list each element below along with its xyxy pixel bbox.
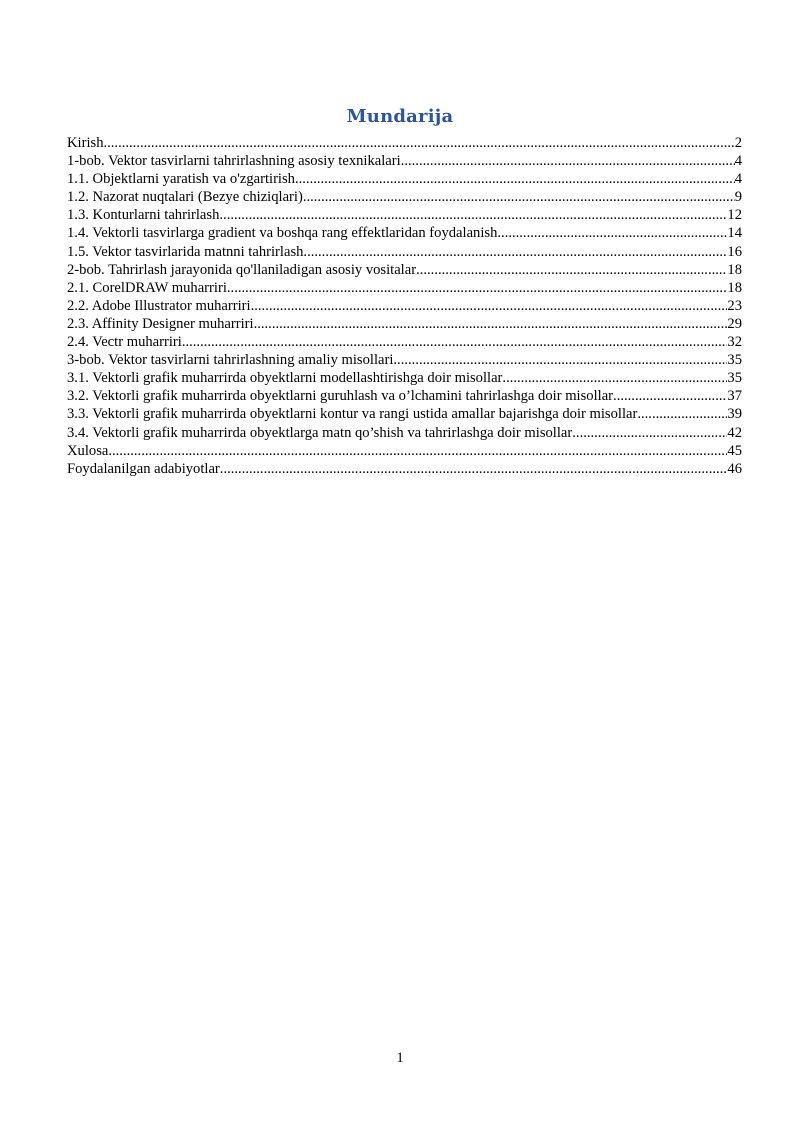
toc-entry[interactable] (67, 333, 742, 351)
toc-entry[interactable] (67, 351, 742, 369)
toc-entry[interactable] (67, 460, 742, 478)
toc-entry-label: 1.1. Objektlarni yaratish va o'zgartirish (67, 171, 295, 188)
toc-entry-label: 3.1. Vektorli grafik muharrirda obyektlarni modellashtirishga doir misollar (67, 370, 503, 387)
dot-leader (497, 224, 727, 242)
dot-leader (613, 387, 727, 405)
toc-entry-page: 42 (727, 424, 742, 441)
toc-entry[interactable] (67, 297, 742, 315)
page-title: Mundarija (346, 106, 454, 127)
toc-entry-page: 4 (734, 171, 742, 188)
toc-entry[interactable] (67, 224, 742, 242)
dot-leader (220, 460, 728, 478)
toc-entry-page: 9 (734, 189, 742, 206)
dot-leader (572, 424, 727, 442)
dot-leader (416, 261, 727, 279)
toc-entry-label: 1.3. Konturlarni tahrirlash (67, 207, 220, 224)
toc-entry-label: 3.3. Vektorli grafik muharrirda obyektlarni kontur va rangi ustida amallar bajarishga doir misollar (67, 406, 638, 423)
toc-entry-page: 16 (727, 243, 742, 260)
dot-leader (295, 170, 735, 188)
toc-entry-label: 2.1. CorelDRAW muharriri (67, 279, 227, 296)
dot-leader (108, 442, 727, 460)
dot-leader (103, 134, 734, 152)
toc-entry-page: 23 (727, 297, 742, 314)
toc-entry-label: 2-bob. Tahrirlash jarayonida qo'llaniladigan asosiy vositalar (67, 261, 417, 278)
toc-entry[interactable] (67, 315, 742, 333)
dot-leader (254, 315, 728, 333)
dot-leader (303, 243, 727, 261)
toc-entry-label: 1.5. Vektor tasvirlarida matnni tahrirlash (67, 243, 304, 260)
toc-entry[interactable] (67, 261, 742, 279)
toc-entry-page: 35 (727, 370, 742, 387)
toc-entry[interactable] (67, 243, 742, 261)
toc-entry[interactable] (67, 134, 742, 152)
toc-entry[interactable] (67, 206, 742, 224)
table-of-contents (67, 134, 742, 478)
toc-entry-label: 2.2. Adobe Illustrator muharriri (67, 297, 251, 314)
toc-entry-page: 29 (727, 315, 742, 332)
toc-entry-page: 14 (727, 225, 742, 242)
toc-entry-page: 39 (727, 406, 742, 423)
toc-entry-label: Xulosa (67, 442, 109, 459)
toc-entry-label: Foydalanilgan adabiyotlar (67, 460, 220, 477)
toc-entry[interactable] (67, 405, 742, 423)
toc-entry[interactable] (67, 152, 742, 170)
toc-entry-label: 3.2. Vektorli grafik muharrirda obyektlarni guruhlash va o’lchamini tahrirlashga doir misollar (67, 388, 614, 405)
dot-leader (227, 279, 728, 297)
dot-leader (303, 188, 735, 206)
toc-entry-page: 2 (734, 135, 742, 151)
dot-leader (637, 405, 727, 423)
toc-entry[interactable] (67, 442, 742, 460)
dot-leader (393, 351, 727, 369)
dot-leader (182, 333, 728, 351)
toc-entry-page: 4 (734, 153, 742, 170)
toc-entry-label: 3-bob. Vektor tasvirlarni tahrirlashning amaliy misollari (67, 352, 394, 369)
toc-entry[interactable] (67, 170, 742, 188)
toc-entry-label: 1-bob. Vektor tasvirlarni tahrirlashning asosiy texnikalari (67, 153, 401, 170)
toc-entry[interactable] (67, 424, 742, 442)
toc-entry[interactable] (67, 369, 742, 387)
toc-entry[interactable] (67, 188, 742, 206)
toc-entry-page: 37 (727, 388, 742, 405)
toc-entry-page: 18 (727, 261, 742, 278)
toc-entry-label: 2.3. Affinity Designer muharriri (67, 315, 254, 332)
toc-entry-label: 3.4. Vektorli grafik muharrirda obyektlarga matn qo’shish va tahrirlashga doir misollar (67, 424, 573, 441)
toc-entry-page: 35 (727, 352, 742, 369)
toc-entry-page: 12 (727, 207, 742, 224)
page-number: 1 (396, 1050, 404, 1066)
toc-entry-page: 18 (727, 279, 742, 296)
toc-entry-page: 32 (727, 334, 742, 351)
toc-entry-page: 45 (727, 442, 742, 459)
toc-entry-page: 46 (727, 460, 742, 477)
toc-entry-label: 2.4. Vectr muharriri (67, 334, 182, 351)
toc-entry-label: 1.4. Vektorli tasvirlarga gradient va boshqa rang effektlaridan foydalanish (67, 225, 498, 242)
toc-entry[interactable] (67, 387, 742, 405)
dot-leader (219, 206, 727, 224)
dot-leader (401, 152, 735, 170)
toc-entry[interactable] (67, 279, 742, 297)
toc-entry-label: 1.2. Nazorat nuqtalari (Bezye chiziqlari) (67, 189, 303, 206)
toc-entry-label: Kirish (67, 135, 104, 151)
dot-leader (251, 297, 728, 315)
dot-leader (502, 369, 727, 387)
